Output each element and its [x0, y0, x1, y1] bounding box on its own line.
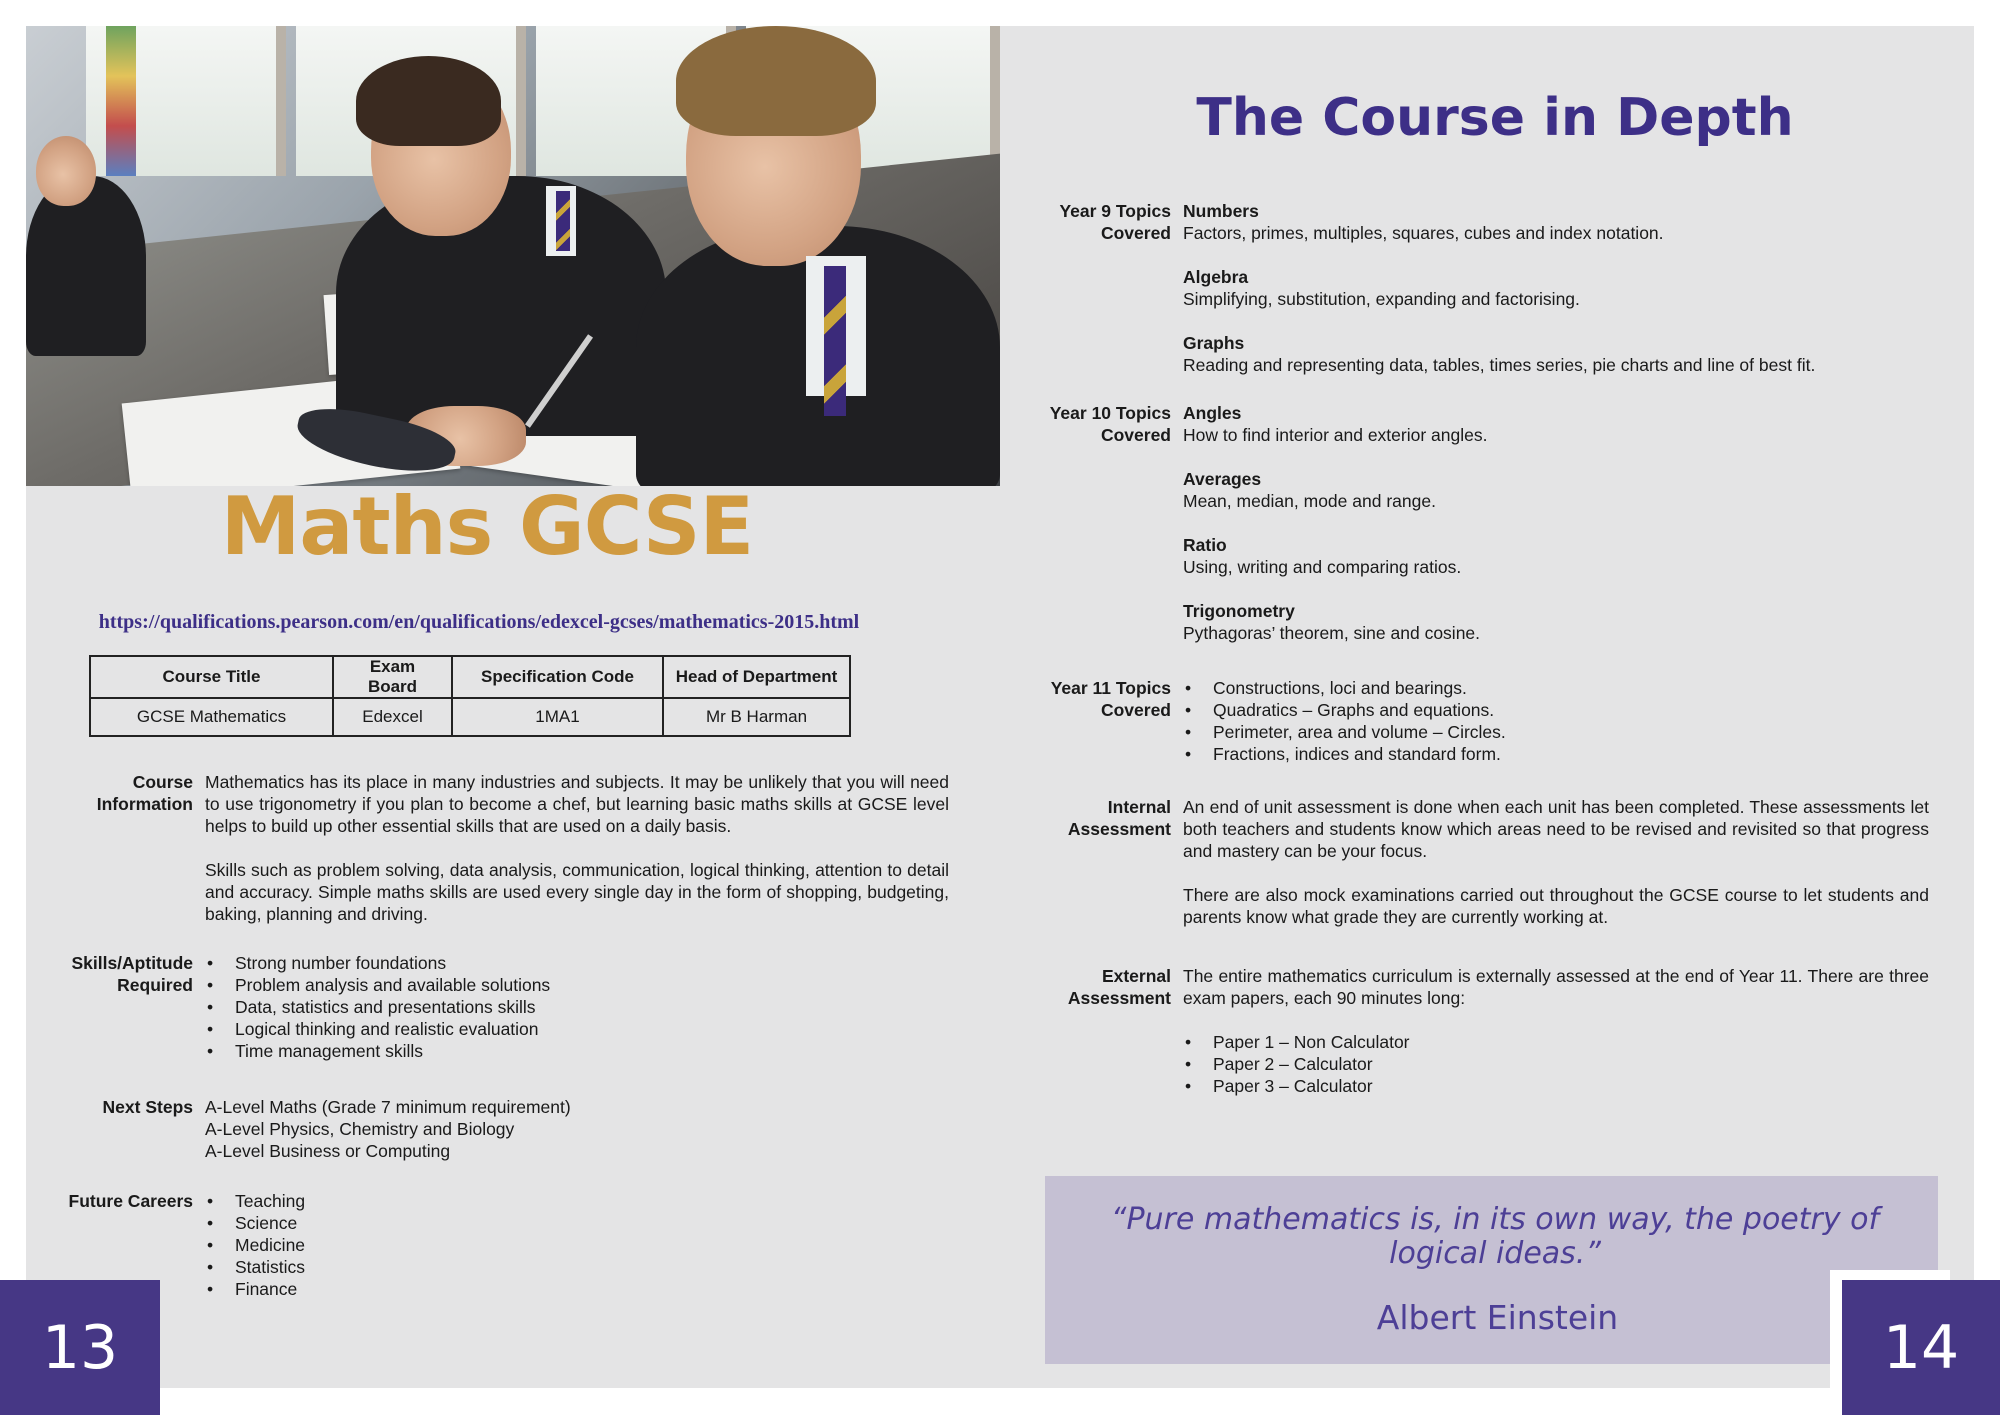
topic [1183, 332, 1929, 376]
student-hair [676, 26, 876, 136]
topic-text: Mean, median, mode and range. [1183, 491, 1436, 511]
label-line: Assessment [1067, 988, 1171, 1008]
topic-text: How to find interior and exterior angles. [1183, 425, 1488, 445]
label-line: Covered [1100, 700, 1171, 720]
section-label: Next Steps [102, 1097, 193, 1117]
student-blazer [336, 176, 666, 436]
topic-heading: Averages [1183, 469, 1262, 489]
course-info-table [89, 655, 851, 737]
next-step-line: A-Level Business or Computing [205, 1141, 451, 1161]
page-title: The Course in Depth [1196, 88, 1794, 148]
topic-heading: Graphs [1183, 333, 1245, 353]
topic [1183, 200, 1929, 244]
topic-text: Reading and representing data, tables, times series, pie charts and line of best fit. [1183, 355, 1816, 375]
internal-assessment-section [1067, 796, 1929, 928]
list-item: • Logical thinking and realistic evaluation [205, 1018, 949, 1040]
list-item: • Constructions, loci and bearings. [1183, 677, 1929, 699]
label-line: External [1101, 966, 1171, 986]
topic-heading: Ratio [1183, 535, 1227, 555]
year11-section [1050, 677, 1929, 765]
skills-list [205, 952, 949, 1062]
skills-section [71, 952, 949, 1062]
list-item: • Paper 3 – Calculator [1183, 1075, 1929, 1097]
topic-heading: Numbers [1183, 201, 1259, 221]
table-cell: 1MA1 [452, 698, 663, 736]
list-item: • Data, statistics and presentations skills [205, 996, 949, 1018]
list-item: • Fractions, indices and standard form. [1183, 743, 1929, 765]
section-label [1021, 965, 1171, 1009]
section-label [1021, 796, 1171, 840]
table-header-cell: Course Title [90, 656, 333, 698]
classroom-photo [26, 26, 1000, 486]
paragraph: Mathematics has its place in many industries and subjects. It may be unlikely that you will need to use trigonometry if you plan to become a chef, but learning basic maths skills at GCSE level helps to build up other essential skills that are used on a daily basis. [205, 772, 949, 836]
table-header-cell: Exam Board [333, 656, 452, 698]
student-blazer [26, 176, 146, 356]
topic-heading: Algebra [1183, 267, 1249, 287]
label-line: Year 11 Topics [1050, 678, 1171, 698]
label-line: Course [132, 772, 193, 792]
label-line: Required [117, 975, 193, 995]
topic [1183, 600, 1929, 644]
table-cell: GCSE Mathematics [90, 698, 333, 736]
label-line: Year 9 Topics [1059, 201, 1171, 221]
specification-link[interactable]: https://qualifications.pearson.com/en/qualifications/edexcel-gcses/mathematics-2015.html [98, 611, 860, 633]
future-careers-section [68, 1190, 949, 1300]
student-hair [356, 56, 501, 146]
label-line: Skills/Aptitude [71, 953, 193, 973]
topic-text: Using, writing and comparing ratios. [1183, 557, 1462, 577]
table-header-row [90, 656, 850, 698]
list-item: • Problem analysis and available solutions [205, 974, 949, 996]
careers-list [205, 1190, 949, 1300]
section-label [1021, 677, 1171, 721]
label-line: Covered [1100, 223, 1171, 243]
course-title: Maths GCSE [220, 480, 754, 573]
label-line: Internal [1107, 797, 1171, 817]
topic [1183, 468, 1929, 512]
topic-heading: Angles [1183, 403, 1242, 423]
list-item: • Medicine [205, 1234, 949, 1256]
course-information-section [96, 771, 949, 925]
topic-text: Simplifying, substitution, expanding and factorising. [1183, 289, 1580, 309]
label-line: Year 10 Topics [1049, 403, 1171, 423]
list-item: • Paper 1 – Non Calculator [1183, 1031, 1929, 1053]
school-tie [824, 266, 846, 416]
topic [1183, 534, 1929, 578]
quote-author: Albert Einstein [1376, 1298, 1619, 1337]
list-item: • Statistics [205, 1256, 949, 1278]
table-row [90, 698, 850, 736]
table-header-cell: Head of Department [663, 656, 850, 698]
list-item: • Time management skills [205, 1040, 949, 1062]
topic-heading: Trigonometry [1183, 601, 1295, 621]
external-assessment-section [1067, 965, 1929, 1097]
list-item: • Strong number foundations [205, 952, 949, 974]
quote-text: “Pure mathematics is, in its own way, the poetry of logical ideas.” [1110, 1202, 1880, 1271]
label-line: Assessment [1067, 819, 1171, 839]
label-line: Information [96, 794, 193, 814]
next-step-line: A-Level Maths (Grade 7 minimum requirement) [205, 1097, 571, 1117]
page-number: 13 [0, 1280, 160, 1415]
year9-section [1059, 200, 1929, 376]
next-step-line: A-Level Physics, Chemistry and Biology [205, 1119, 515, 1139]
table-cell: Mr B Harman [663, 698, 850, 736]
list-item: • Teaching [205, 1190, 949, 1212]
paragraph: There are also mock examinations carried out throughout the GCSE course to let students and parents know what grade they are currently working at. [1183, 885, 1929, 927]
year10-section [1049, 402, 1929, 644]
wall-display [106, 26, 136, 176]
next-steps-section [102, 1096, 949, 1162]
list-item: • Finance [205, 1278, 949, 1300]
table-header-cell: Specification Code [452, 656, 663, 698]
paragraph: An end of unit assessment is done when each unit has been completed. These assessments let both teachers and students know which areas need to be revised and revisited so that progress and mastery can be your focus. [1183, 797, 1929, 861]
topic [1183, 402, 1929, 446]
list-item: • Quadratics – Graphs and equations. [1183, 699, 1929, 721]
section-label: Future Careers [68, 1191, 193, 1211]
section-label [43, 771, 193, 815]
page-number: 14 [1842, 1280, 2000, 1415]
section-label [1021, 402, 1171, 446]
section-label [1021, 200, 1171, 244]
topic-text: Pythagoras’ theorem, sine and cosine. [1183, 623, 1481, 643]
student-head [36, 136, 96, 206]
topic [1183, 266, 1929, 310]
list-item: • Perimeter, area and volume – Circles. [1183, 721, 1929, 743]
topic-text: Factors, primes, multiples, squares, cubes and index notation. [1183, 223, 1664, 243]
paragraph: Skills such as problem solving, data analysis, communication, logical thinking, attention to detail and accuracy. Simple maths skills are used every single day in the form of shopping, budgeting, baking, planning and driving. [205, 860, 949, 924]
list-item: • Science [205, 1212, 949, 1234]
school-tie [556, 191, 570, 251]
table-cell: Edexcel [333, 698, 452, 736]
paragraph: The entire mathematics curriculum is externally assessed at the end of Year 11. There are three exam papers, each 90 minutes long: [1183, 966, 1929, 1008]
list-item: • Paper 2 – Calculator [1183, 1053, 1929, 1075]
exam-papers-list [1183, 1031, 1929, 1097]
section-label [43, 952, 193, 996]
year11-topic-list [1183, 677, 1929, 765]
label-line: Covered [1100, 425, 1171, 445]
